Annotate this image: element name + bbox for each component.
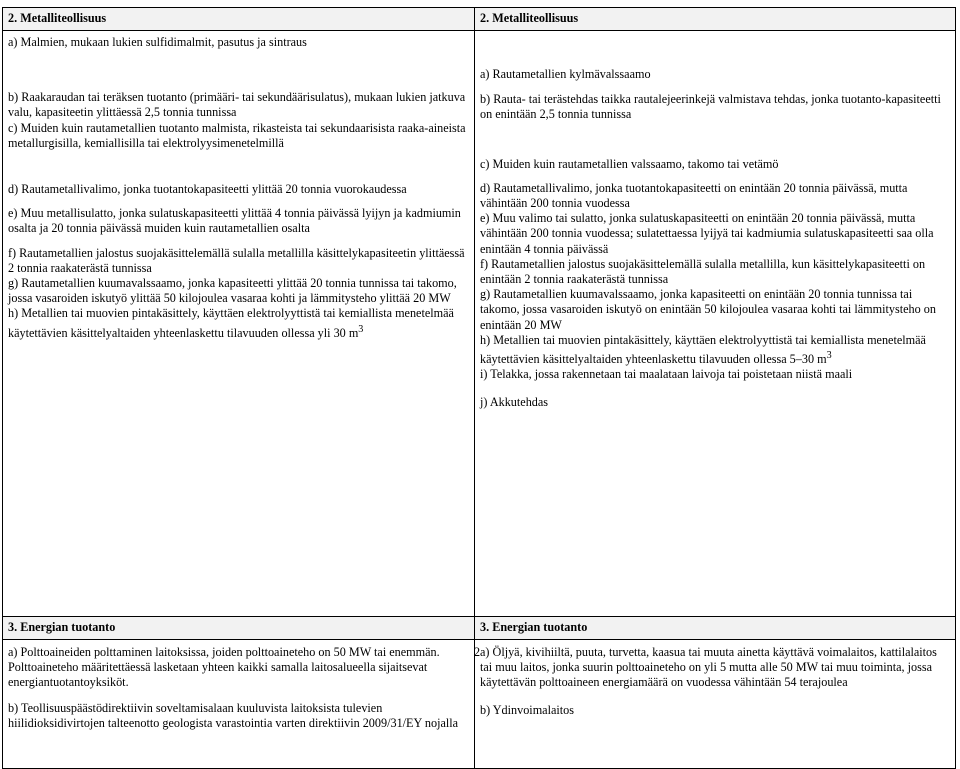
list-item: f) Rautametallien jalostus suojakäsittelemällä sulalla metallilla käsittelykapasiteetin ylittäessä 2 tonnia raakaterästä tunnissa xyxy=(8,245,465,275)
list-item: a) Öljyä, kivihiiltä, puuta, turvetta, kaasua tai muuta ainetta käyttävä voimalaitos, kattilalaitos tai muu laitos, jonka suurin polttoaineteho on yli 5 mutta alle 50 MW tai muu toiminta, jossa käytettävän polttoaineen energiamäärä on vuodessa vähintään 54 terajoulea xyxy=(480,645,937,690)
list-item xyxy=(480,333,951,367)
section-heading-right: 3. Energian tuotanto xyxy=(475,617,956,640)
section-body-row xyxy=(3,31,956,617)
list-item: a) Rautametallien kylmävalssaamo xyxy=(480,67,651,81)
section-heading-left: 2. Metalliteollisuus xyxy=(3,8,475,31)
list-item: a) Malmien, mukaan lukien sulfidimalmit, pasutus ja sintraus xyxy=(8,35,307,49)
list-item: e) Muu valimo tai sulatto, jonka sulatuskapasiteetti on enintään 20 tonnia päivässä, mutta vähintään 200 tonnia vuodessa; sulatettaessa lyijyä tai kadmiumia sulatuskapasiteetti saa olla enintään 4 tonnia päivässä xyxy=(480,211,934,256)
section-heading-left: 3. Energian tuotanto xyxy=(3,617,475,640)
list-item: c) Muiden kuin rautametallien tuotanto malmista, rikasteista tai sekundaarisista raaka-aineista metallurgisilla, kemiallisilla tai elektrolyysimenetelmillä xyxy=(8,120,466,150)
list-item xyxy=(8,306,470,340)
superscript: 3 xyxy=(826,350,832,362)
section-heading-right: 2. Metalliteollisuus xyxy=(475,8,956,31)
list-item: j) Akkutehdas xyxy=(480,394,549,409)
list-item: g) Rautametallien kuumavalssaamo, jonka kapasiteetti ylittää 20 tonnia tunnissa tai takomo, jossa vasaroiden iskutyö ylittää 50 kilojoulea vasaraa kohti ja lämmitysteho ylittää 20 MW xyxy=(8,276,457,306)
list-item: g) Rautametallien kuumavalssaamo, jonka kapasiteetti on enintään 20 tonnia tunnissa tai takomo, jossa vasaroiden iskutyö on enintään 50 kilojoulea vasaraa kohti tai lämmitysteho on enintään 20 MW xyxy=(480,287,936,332)
list-item: b) Raakaraudan tai teräksen tuotanto (primääri- tai sekundäärisulatus), mukaan lukien jatkuva valu, kapasiteetin ylittäessä 2,5 tonnia tunnissa xyxy=(8,90,466,120)
left-column-cell xyxy=(3,31,475,617)
section-header-row xyxy=(3,617,956,640)
list-item: c) Muiden kuin rautametallien valssaamo, takomo tai vetämö xyxy=(480,156,779,171)
page-number: 2 xyxy=(473,645,481,659)
list-item: a) Polttoaineiden polttaminen laitoksissa, joiden polttoaineteho on 50 MW tai enemmän. Polttoaineteho määritettäessä lasketaan yhteen kaikki samalla laitosalueella sijaitsevat energiantuotantoyksiköt. xyxy=(8,645,440,690)
list-item: d) Rautametallivalimo, jonka tuotantokapasiteetti ylittää 20 tonnia vuorokaudessa xyxy=(8,182,407,197)
item-text: h) Metallien tai muovien pintakäsittely, käyttäen elektrolyyttistä tai kemiallista menetelmää käytettävien käsittelyaltaiden yhteenlaskettu tilavuuden ollessa yli 30 m xyxy=(8,306,454,340)
list-item: e) Muu metallisulatto, jonka sulatuskapasiteetti ylittää 4 tonnia päivässä lyijyn ja kadmiumin osalta ja 20 tonnia päivässä muiden kuin rautametallien osalta xyxy=(8,206,461,236)
superscript: 3 xyxy=(358,323,364,335)
list-item: i) Telakka, jossa rakennetaan tai maalataan laivoja tai poistetaan niistä maali xyxy=(480,367,853,382)
list-item: d) Rautametallivalimo, jonka tuotantokapasiteetti on enintään 20 tonnia päivässä, mutta vähintään 200 tonnia vuodessa xyxy=(480,180,908,211)
item-text: h) Metallien tai muovien pintakäsittely, käyttäen elektrolyyttistä tai kemiallista menetelmää käytettävien käsittelyaltaiden yhteenlaskettu tilavuuden ollessa 5–30 m xyxy=(480,332,926,367)
list-item: b) Ydinvoimalaitos xyxy=(480,702,574,717)
list-item: b) Rauta- tai terästehdas taikka rautalejeerinkejä valmistava tehdas, jonka tuotanto-kapasiteetti on enintään 2,5 tonnia tunnissa xyxy=(480,92,941,122)
section-header-row xyxy=(3,8,956,31)
right-column-cell xyxy=(475,31,956,617)
list-item: b) Teollisuuspäästödirektiivin soveltamisalaan kuuluvista laitoksista tulevien hiilidioksidivirtojen talteenotto geologista varastointia varten direktiivin 2009/31/EY nojalla xyxy=(8,700,459,730)
list-item: f) Rautametallien jalostus suojakäsittelemällä sulalla metallilla, kun käsittelykapasiteetti on enintään 2 tonnia raakaterästä tunnissa xyxy=(480,256,926,287)
